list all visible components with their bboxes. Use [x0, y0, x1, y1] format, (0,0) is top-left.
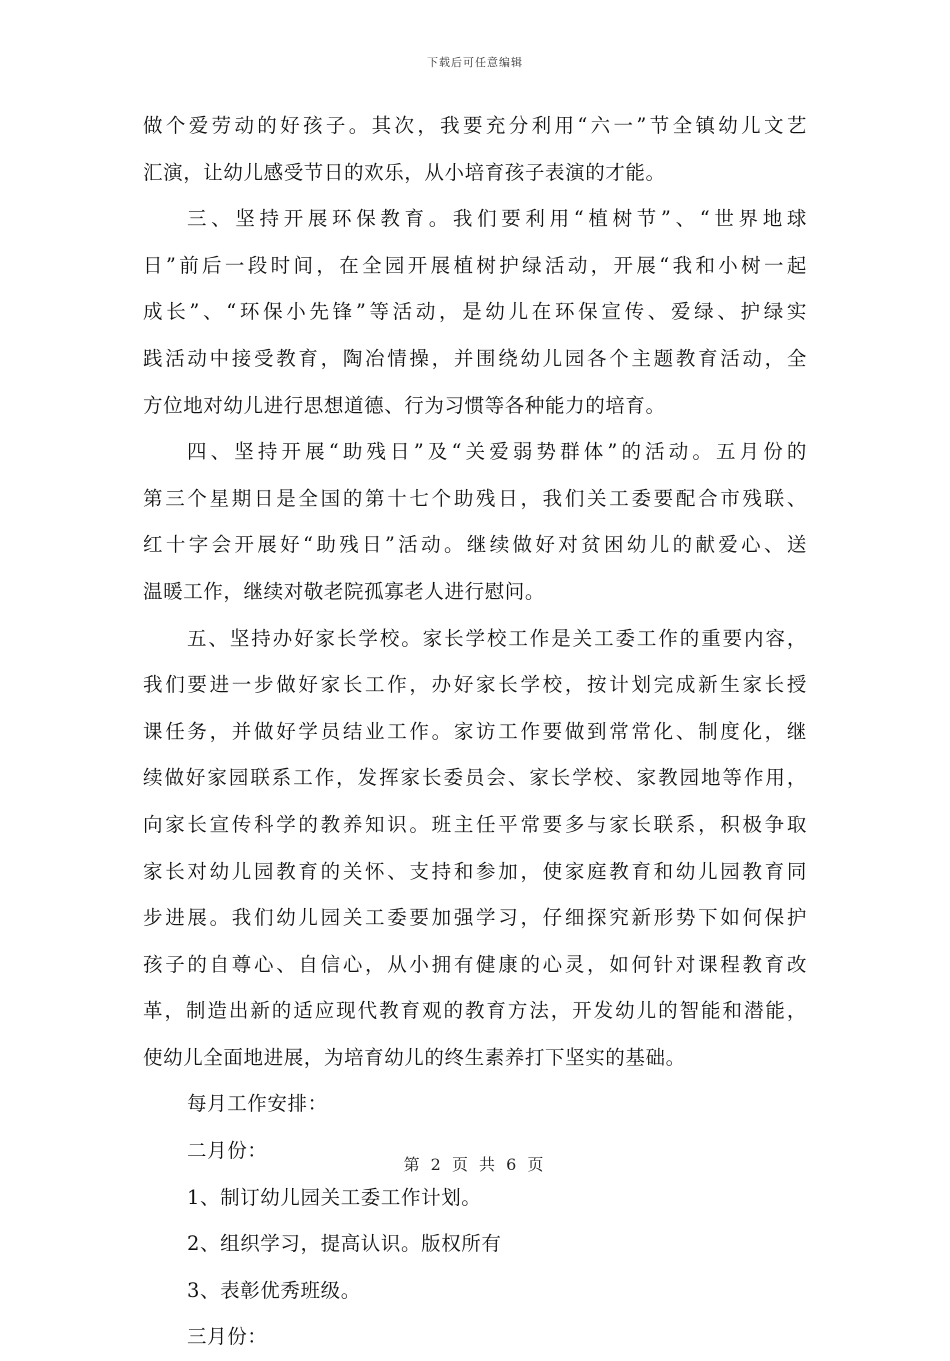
paragraph-line: 汇演，让幼儿感受节日的欢乐，从小培育孩子表演的才能。: [143, 160, 666, 184]
paragraph-line: 三、坚持开展环保教育。我们要利用“植树节”、“世界地球: [187, 207, 807, 231]
paragraph-line: 成长”、“环保小先锋”等活动，是幼儿在环保宣传、爱绿、护绿实: [143, 300, 807, 324]
paragraph-line: 四、坚持开展“助残日”及“关爱弱势群体”的活动。五月份的: [187, 440, 807, 464]
paragraph-line: 红十字会开展好“助残日”活动。继续做好对贫困幼儿的献爱心、送: [143, 533, 807, 557]
paragraph-line: 做个爱劳动的好孩子。其次，我要充分利用“六一”节全镇幼儿文艺: [143, 114, 807, 137]
page-header-note: 下载后可任意编辑: [427, 56, 523, 69]
paragraph-line: 第三个星期日是全国的第十七个助残日，我们关工委要配合市残联、: [143, 486, 807, 510]
paragraph-line: 向家长宣传科学的教养知识。班主任平常要多与家长联系，积极争取: [143, 812, 807, 836]
paragraph-line: 方位地对幼儿进行思想道德、行为习惯等各种能力的培育。: [143, 393, 666, 417]
paragraph-line: 家长对幼儿园教育的关怀、支持和参加，使家庭教育和幼儿园教育同: [143, 859, 807, 883]
paragraph-line: 使幼儿全面地进展，为培育幼儿的终生素养打下坚实的基础。: [143, 1045, 686, 1069]
paragraph-line: 践活动中接受教育，陶冶情操，并围绕幼儿园各个主题教育活动，全: [143, 346, 807, 370]
paragraph-line: 步进展。我们幼儿园关工委要加强学习，仔细探究新形势下如何保护: [143, 906, 807, 930]
paragraph-line: 2、组织学习，提高认识。版权所有: [187, 1232, 502, 1256]
paragraph-line: 革，制造出新的适应现代教育观的教育方法，开发幼儿的智能和潜能，: [143, 999, 807, 1023]
paragraph-line: 二月份：: [187, 1139, 268, 1163]
paragraph-line: 课任务，并做好学员结业工作。家访工作要做到常常化、制度化，继: [143, 719, 807, 743]
paragraph-line: 每月工作安排：: [187, 1092, 328, 1116]
paragraph-line: 三月份：: [187, 1325, 268, 1349]
paragraph-line: 1、制订幼儿园关工委工作计划。: [187, 1185, 482, 1209]
paragraph-line: 我们要进一步做好家长工作，办好家长学校，按计划完成新生家长授: [143, 673, 807, 697]
paragraph-line: 五、坚持办好家长学校。家长学校工作是关工委工作的重要内容，: [187, 626, 807, 650]
paragraph-line: 3、表彰优秀班级。: [187, 1278, 361, 1302]
paragraph-line: 温暖工作，继续对敬老院孤寡老人进行慰问。: [143, 579, 546, 603]
page-number-footer: 第 2 页 共 6 页: [403, 1155, 547, 1174]
paragraph-line: 续做好家园联系工作，发挥家长委员会、家长学校、家教园地等作用，: [143, 766, 807, 790]
paragraph-line: 孩子的自尊心、自信心，从小拥有健康的心灵，如何针对课程教育改: [143, 952, 807, 976]
paragraph-line: 日”前后一段时间，在全园开展植树护绿活动，开展“我和小树一起: [143, 253, 807, 277]
